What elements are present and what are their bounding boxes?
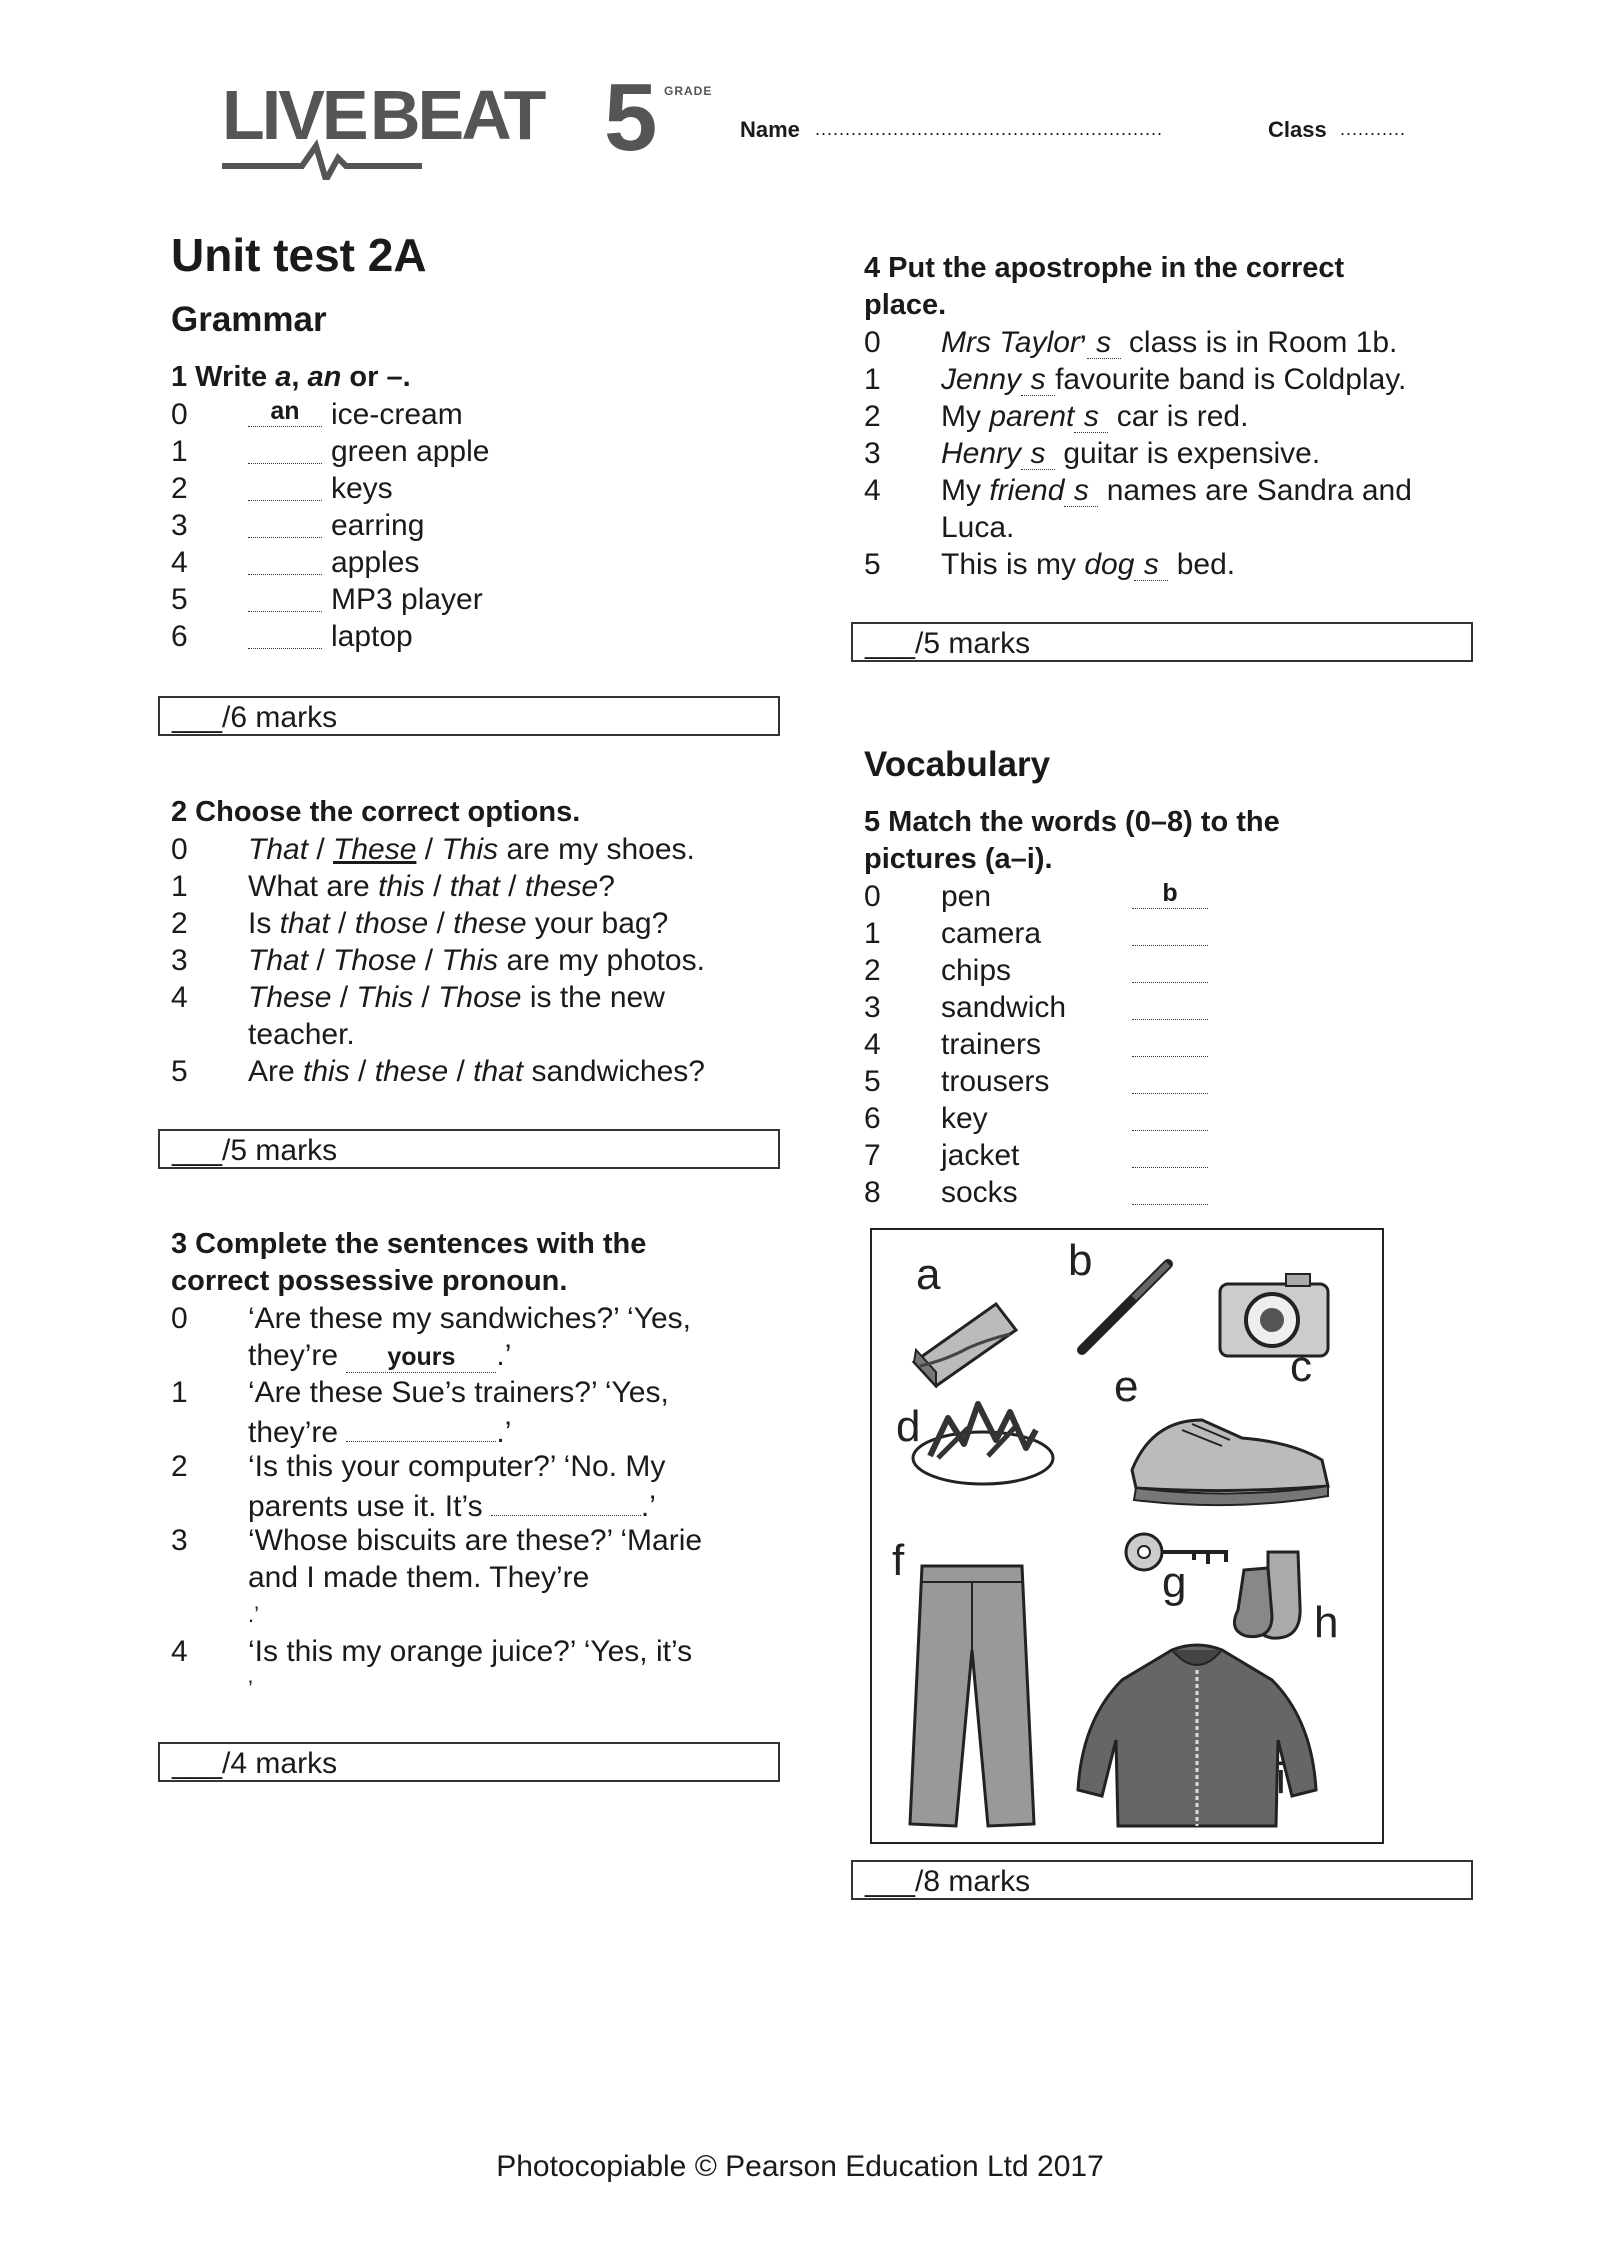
answer-blank[interactable] — [346, 1411, 496, 1442]
item-text-part: parents use it. It’s — [248, 1490, 491, 1523]
item-text-part: / — [416, 944, 442, 977]
answer-blank[interactable] — [248, 618, 322, 649]
item-text-part: ? — [598, 870, 615, 903]
logo-word-live: LIVE — [222, 76, 366, 154]
option-word[interactable]: This — [356, 981, 414, 1014]
item-text — [248, 1053, 705, 1090]
answer-blank[interactable] — [248, 507, 322, 538]
sandwich-icon — [906, 1300, 1026, 1390]
option-word[interactable]: That — [248, 944, 309, 977]
item-number: 0 — [171, 398, 188, 431]
ex3-title — [171, 1226, 646, 1300]
item-text-continued — [248, 1411, 511, 1451]
ex4-title-line: place. — [864, 289, 947, 321]
item-number: 2 — [171, 1450, 188, 1483]
item-text-part: / — [448, 1055, 474, 1088]
heartbeat-line-icon — [222, 136, 422, 180]
grammar-heading: Grammar — [171, 300, 327, 339]
option-word[interactable]: these — [524, 870, 599, 903]
item-text-continued: teacher. — [248, 1018, 355, 1051]
item-text-part: .’ — [248, 1602, 259, 1627]
footer-copyright: Photocopiable © Pearson Education Ltd 2017 — [496, 2150, 1104, 2183]
ex5-title-line: pictures (a–i). — [864, 843, 1053, 875]
answer-blank[interactable] — [1132, 952, 1208, 983]
item-text — [941, 361, 1406, 400]
answer-blank[interactable] — [491, 1485, 641, 1516]
ex4-title-line: 4 Put the apostrophe in the correct — [864, 252, 1345, 284]
answer-blank[interactable] — [1132, 915, 1208, 946]
answer-blank-line[interactable] — [248, 1596, 259, 1633]
picture-label-i: i — [1276, 1754, 1286, 1803]
vocab-word: camera — [941, 917, 1042, 950]
item-text: ‘Whose biscuits are these?’ ‘Marie — [248, 1524, 703, 1557]
logo-number: 5 — [604, 64, 658, 171]
item-text-part: This is my — [941, 548, 1085, 581]
ex2-marks-box: ___/5 marks — [158, 1129, 780, 1169]
item-text-part: Is — [248, 907, 280, 940]
answer-blank[interactable] — [1132, 1100, 1208, 1131]
apostrophe-s-blank[interactable]: s — [1021, 365, 1055, 396]
vocab-word: pen — [941, 880, 992, 913]
ex3-title-line: 3 Complete the sentences with the — [171, 1228, 647, 1260]
answer-blank[interactable] — [1132, 1063, 1208, 1094]
ex1-title-part: 1 Write — [171, 361, 276, 393]
logo-word-beat: BEAT — [370, 76, 544, 154]
item-text: ‘Are these Sue’s trainers?’ ‘Yes, — [248, 1376, 669, 1409]
vocabulary-heading: Vocabulary — [864, 745, 1051, 784]
vocab-word: trainers — [941, 1028, 1042, 1061]
vocab-word: trousers — [941, 1065, 1050, 1098]
item-text-continued — [248, 1559, 589, 1596]
item-number: 7 — [864, 1139, 881, 1172]
picture-label-b: b — [1068, 1236, 1093, 1285]
item-number: 1 — [171, 870, 188, 903]
item-text — [248, 979, 665, 1016]
item-number: 1 — [864, 917, 881, 950]
item-text — [248, 868, 615, 905]
ex5-title-line: 5 Match the words (0–8) to the — [864, 806, 1280, 838]
apostrophe-s-blank[interactable]: s — [1134, 550, 1168, 581]
option-word[interactable]: Those — [333, 944, 417, 977]
item-number: 6 — [171, 620, 188, 653]
item-number: 5 — [171, 1055, 188, 1088]
item-text-part: bed. — [1168, 548, 1236, 581]
unit-title: Unit test 2A — [171, 229, 427, 281]
answer-blank[interactable] — [1132, 989, 1208, 1020]
item-text-part: favourite band is Coldplay. — [1055, 363, 1407, 396]
item-text-part: they’re — [248, 1339, 347, 1372]
item-text: earring — [331, 509, 425, 542]
item-text-continued: Luca. — [941, 511, 1015, 544]
item-text — [941, 472, 1412, 511]
camera-icon — [1216, 1270, 1334, 1360]
livebeat-logo — [222, 64, 722, 180]
option-word[interactable]: Those — [438, 981, 522, 1014]
ex1-marks-box: ___/6 marks — [158, 696, 780, 736]
picture-label-g: g — [1162, 1558, 1187, 1607]
item-number: 8 — [864, 1176, 881, 1209]
item-number: 0 — [864, 326, 881, 359]
apostrophe-s-blank[interactable]: s — [1074, 402, 1108, 433]
answer-blank[interactable] — [1132, 1174, 1208, 1205]
ex5-marks-box: ___/8 marks — [851, 1860, 1473, 1900]
class-label: Class — [1268, 117, 1327, 142]
item-text: laptop — [331, 620, 413, 653]
item-number: 5 — [171, 583, 188, 616]
option-word[interactable]: these — [374, 1055, 449, 1088]
item-text-part: they’re — [248, 1416, 347, 1449]
item-text-part: / — [308, 833, 334, 866]
option-word[interactable]: That — [248, 833, 309, 866]
picture-label-e: e — [1114, 1362, 1139, 1411]
option-word[interactable]: that — [473, 1055, 524, 1088]
item-text — [941, 546, 1235, 585]
item-text-part: are my shoes. — [498, 833, 695, 866]
vocab-word: jacket — [941, 1139, 1020, 1172]
item-text-part: Are — [248, 1055, 304, 1088]
possessive-word: dog — [1084, 548, 1135, 581]
item-text: ‘Is this my orange juice?’ ‘Yes, it’s — [248, 1635, 693, 1668]
item-number: 5 — [864, 548, 881, 581]
picture-label-h: h — [1314, 1598, 1339, 1647]
item-number: 4 — [171, 546, 188, 579]
item-text-part: / — [329, 907, 355, 940]
ex1-title — [171, 359, 411, 396]
socks-icon — [1228, 1546, 1318, 1646]
apostrophe-s-blank[interactable]: s — [1021, 439, 1055, 470]
item-text-part: / — [424, 870, 450, 903]
item-number: 4 — [171, 981, 188, 1014]
ex1-title-a: a — [275, 361, 292, 393]
item-number: 0 — [171, 1302, 188, 1335]
ex3-marks-box: ___/4 marks — [158, 1742, 780, 1782]
class-field[interactable]: ........... — [1340, 119, 1407, 139]
option-word[interactable]: This — [441, 833, 499, 866]
apostrophe-s-blank[interactable]: s — [1087, 328, 1121, 359]
name-label: Name — [740, 117, 800, 142]
item-number: 4 — [864, 474, 881, 507]
answer-blank[interactable] — [248, 581, 322, 612]
name-field[interactable]: .......................................................... — [815, 119, 1164, 139]
item-text — [248, 905, 668, 942]
vocab-word: key — [941, 1102, 988, 1135]
item-text: ice-cream — [331, 398, 463, 431]
item-text — [941, 435, 1320, 474]
possessive-word: parent — [989, 400, 1075, 433]
answer-blank[interactable] — [248, 470, 322, 501]
item-text-part: class is in Room 1b. — [1120, 326, 1398, 359]
ex2-title: 2 Choose the correct options. — [171, 796, 581, 828]
trainers-icon — [1122, 1390, 1352, 1520]
answer-blank[interactable]: an — [248, 396, 322, 427]
item-text-part: car is red. — [1108, 400, 1249, 433]
item-text: apples — [331, 546, 420, 579]
answer-blank-line[interactable] — [248, 1670, 253, 1707]
item-number: 0 — [864, 880, 881, 913]
picture-label-c: c — [1290, 1342, 1312, 1391]
possessive-word: friend — [989, 474, 1065, 507]
vocab-word: chips — [941, 954, 1012, 987]
item-number: 6 — [864, 1102, 881, 1135]
item-text — [248, 831, 695, 868]
option-word[interactable]: those — [354, 907, 429, 940]
item-text-part: are my photos. — [498, 944, 705, 977]
option-word[interactable]: This — [441, 944, 499, 977]
answer-blank[interactable]: yours — [346, 1342, 496, 1373]
item-text-part: guitar is expensive. — [1055, 437, 1321, 470]
ex1-title-part: or –. — [341, 361, 411, 393]
vocab-word: sandwich — [941, 991, 1067, 1024]
item-text — [941, 324, 1397, 363]
ex1-title-part: , — [291, 361, 308, 393]
item-text-part: ’ — [248, 1676, 253, 1701]
item-text-part: / — [428, 907, 454, 940]
option-word[interactable]: this — [378, 870, 425, 903]
item-text-part: / — [499, 870, 525, 903]
item-text: ‘Is this your computer?’ ‘No. My — [248, 1450, 666, 1483]
option-word[interactable]: that — [449, 870, 500, 903]
apostrophe-s-blank[interactable]: s — [1064, 476, 1098, 507]
picture-label-a: a — [916, 1250, 941, 1299]
answer-blank[interactable] — [248, 544, 322, 575]
ex3-title-line: correct possessive pronoun. — [171, 1265, 568, 1297]
item-text-continued — [248, 1337, 511, 1374]
item-number: 3 — [171, 509, 188, 542]
item-text-part: and I made them. They’re — [248, 1561, 590, 1594]
item-text-part: sandwiches? — [523, 1055, 705, 1088]
item-text-part: / — [331, 981, 357, 1014]
item-number: 2 — [864, 954, 881, 987]
item-number: 0 — [171, 833, 188, 866]
item-text: green apple — [331, 435, 490, 468]
item-text-part: .’ — [640, 1490, 656, 1523]
item-number: 3 — [864, 437, 881, 470]
item-number: 1 — [171, 1376, 188, 1409]
item-number: 2 — [171, 472, 188, 505]
ex1-title-an: an — [307, 361, 342, 393]
apostrophe-mark[interactable]: ’ — [1079, 331, 1087, 358]
item-number: 2 — [864, 400, 881, 433]
vocab-word: socks — [941, 1176, 1018, 1209]
item-text: ‘Are these my sandwiches?’ ‘Yes, — [248, 1302, 691, 1335]
picture-label-f: f — [892, 1536, 905, 1585]
item-number: 3 — [171, 944, 188, 977]
item-text-part: My — [941, 474, 990, 507]
possessive-word: Mrs Taylor — [941, 326, 1080, 359]
item-text: keys — [331, 472, 393, 505]
possessive-word: Jenny — [941, 363, 1022, 396]
item-text-part: / — [308, 944, 334, 977]
item-number: 4 — [171, 1635, 188, 1668]
pictures-panel — [870, 1228, 1384, 1844]
ex5-title — [864, 804, 1280, 878]
answer-blank[interactable]: b — [1132, 878, 1208, 909]
item-text-part: .’ — [496, 1416, 512, 1449]
picture-label-d: d — [896, 1402, 921, 1451]
option-word[interactable]: that — [279, 907, 330, 940]
item-text-part: your bag? — [526, 907, 669, 940]
option-word[interactable]: These — [248, 981, 332, 1014]
answer-blank[interactable] — [1132, 1137, 1208, 1168]
jacket-icon — [1072, 1640, 1322, 1840]
item-number: 4 — [864, 1028, 881, 1061]
item-number: 3 — [171, 1524, 188, 1557]
item-text-continued — [248, 1485, 656, 1525]
trousers-icon — [902, 1560, 1042, 1830]
item-text — [248, 942, 705, 979]
option-word[interactable]: These — [333, 833, 417, 866]
item-number: 5 — [864, 1065, 881, 1098]
answer-blank[interactable] — [1132, 1026, 1208, 1057]
item-text-part: / — [413, 981, 439, 1014]
ex4-marks-box: ___/5 marks — [851, 622, 1473, 662]
item-number: 3 — [864, 991, 881, 1024]
item-text — [941, 398, 1248, 437]
chips-icon — [908, 1378, 1058, 1496]
item-text: MP3 player — [331, 583, 483, 616]
logo-grade: GRADE — [664, 84, 713, 98]
item-text-part: names are Sandra and — [1098, 474, 1412, 507]
possessive-word: Henry — [941, 437, 1022, 470]
option-word[interactable]: these — [453, 907, 527, 940]
item-text-part: / — [416, 833, 442, 866]
ex4-title — [864, 250, 1344, 324]
item-number: 1 — [864, 363, 881, 396]
item-text-part: is the new — [521, 981, 665, 1014]
item-number: 1 — [171, 435, 188, 468]
item-text-part: What are — [248, 870, 379, 903]
item-text-part: .’ — [496, 1339, 512, 1372]
item-number: 2 — [171, 907, 188, 940]
item-text-part: / — [349, 1055, 375, 1088]
answer-blank[interactable] — [248, 433, 322, 464]
item-text-part: My — [941, 400, 990, 433]
option-word[interactable]: this — [303, 1055, 350, 1088]
